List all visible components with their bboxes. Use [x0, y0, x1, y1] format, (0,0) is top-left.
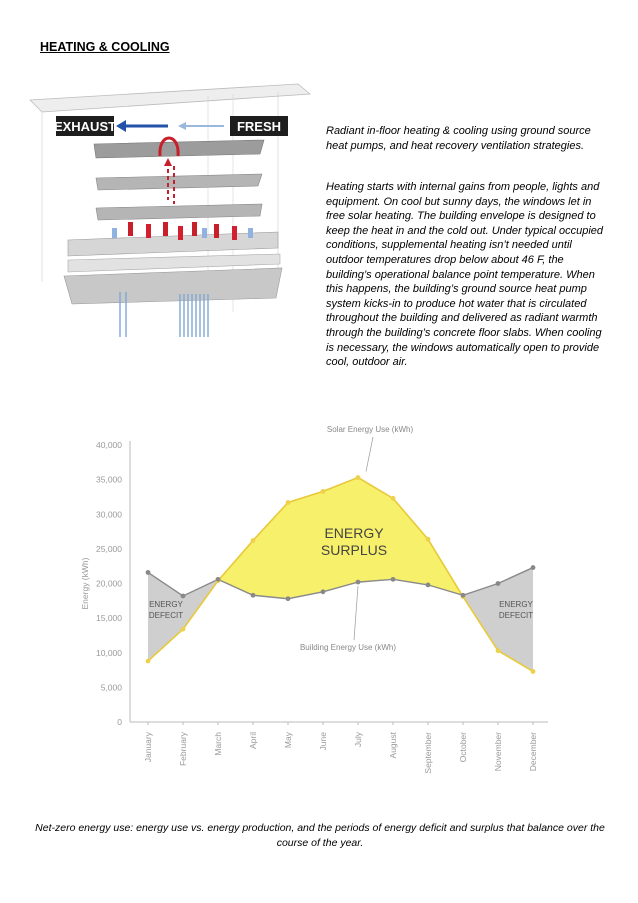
- y-tick-label: 5,000: [100, 682, 122, 693]
- cool-source: [202, 228, 207, 238]
- solar-point: [426, 537, 431, 542]
- heat-source: [128, 222, 133, 236]
- deficit-label-line1: ENERGY: [499, 600, 533, 609]
- floor-slab: [68, 232, 278, 256]
- surplus-label-line2: SURPLUS: [320, 542, 388, 558]
- heat-source: [214, 224, 219, 238]
- y-tick-label: 35,000: [96, 474, 122, 485]
- solar-point: [496, 648, 501, 653]
- intro-paragraph: Radiant in-floor heating & cooling using ground source heat pumps, and heat recovery ventilation strategies.: [326, 125, 591, 152]
- deficit-label-line2: DEFECIT: [148, 611, 184, 620]
- solar-point: [356, 475, 361, 480]
- figure-caption: Net-zero energy use: energy use vs. energy production, and the periods of energy deficit and surplus that balance over the course of the year.: [35, 822, 605, 849]
- building-point: [496, 581, 501, 586]
- y-tick-label: 10,000: [96, 647, 122, 658]
- floor-slab: [64, 268, 282, 304]
- x-tick-label: October: [458, 732, 468, 763]
- solar-point: [391, 496, 396, 501]
- exhaust-label: EXHAUST: [53, 119, 117, 134]
- y-tick-label: 0: [117, 717, 122, 727]
- x-tick-label: August: [388, 732, 398, 759]
- x-tick-label: September: [423, 732, 433, 774]
- heat-source: [232, 226, 237, 240]
- x-tick-label: April: [248, 732, 258, 750]
- x-tick-label: December: [528, 732, 538, 772]
- building-point: [531, 565, 536, 570]
- deficit-label-line2: DEFECIT: [498, 611, 534, 620]
- deficit-label-line1: ENERGY: [149, 600, 183, 609]
- x-tick-label: May: [283, 732, 293, 749]
- roof-slab: [30, 84, 310, 112]
- building-point: [426, 582, 431, 587]
- building-point: [146, 570, 151, 575]
- building-point: [181, 594, 186, 599]
- building-annotation-leader: [354, 586, 358, 640]
- building-point: [251, 593, 256, 598]
- solar-point: [531, 669, 536, 674]
- page-heading: HEATING & COOLING: [40, 40, 170, 54]
- x-tick-label: June: [318, 732, 328, 751]
- floor-slab: [96, 204, 262, 220]
- heat-source: [146, 224, 151, 238]
- y-tick-label: 20,000: [96, 578, 122, 589]
- x-tick-label: November: [493, 732, 503, 772]
- solar-annotation-leader: [366, 437, 373, 472]
- solar-point: [146, 659, 151, 664]
- building-point: [216, 577, 221, 582]
- x-tick-label: January: [143, 732, 153, 763]
- x-tick-label: July: [353, 732, 363, 748]
- y-tick-label: 30,000: [96, 509, 122, 520]
- building-point: [286, 596, 291, 601]
- cool-source: [248, 228, 253, 238]
- building-point: [356, 580, 361, 585]
- cool-source: [112, 228, 117, 238]
- x-tick-label: February: [178, 732, 188, 767]
- building-point: [461, 593, 466, 598]
- building-point: [391, 577, 396, 582]
- x-tick-label: March: [213, 732, 223, 756]
- solar-point: [251, 538, 256, 543]
- solar-point: [286, 500, 291, 505]
- y-tick-label: 25,000: [96, 543, 122, 554]
- floor-slab: [96, 174, 262, 190]
- energy-chart: [78, 418, 566, 778]
- surplus-label-line1: ENERGY: [324, 525, 384, 541]
- y-axis-label: Energy (kWh): [80, 557, 90, 610]
- building-ventilation-illustration: [28, 82, 318, 337]
- solar-point: [321, 489, 326, 494]
- fresh-label: FRESH: [236, 119, 282, 134]
- body-paragraph: Heating starts with internal gains from people, lights and equipment. On cool but sunny days, the windows let in free solar heating. The building envelope is designed to keep the heat in and the cold out. Under typical occupied conditions, supplemental heating isn’t needed until outdoor temperatures drop below about 46 F, the building’s operational balance point temperature. When this happens, the building’s ground source heat pump system kicks-in to produce hot water that is circulated throughout the building and delivered as radiant warmth through the building’s concrete floor slabs. When cooling is necessary, the windows automatically open to provide cool, outdoor air.: [326, 181, 604, 369]
- building-annotation: Building Energy Use (kWh): [299, 643, 397, 652]
- solar-point: [181, 627, 186, 632]
- building-point: [321, 589, 326, 594]
- solar-annotation: Solar Energy Use (kWh): [326, 425, 414, 434]
- heat-source: [192, 222, 197, 236]
- heat-source: [178, 226, 183, 240]
- heat-source: [163, 222, 168, 236]
- y-tick-label: 40,000: [96, 440, 122, 450]
- y-tick-label: 15,000: [96, 613, 122, 624]
